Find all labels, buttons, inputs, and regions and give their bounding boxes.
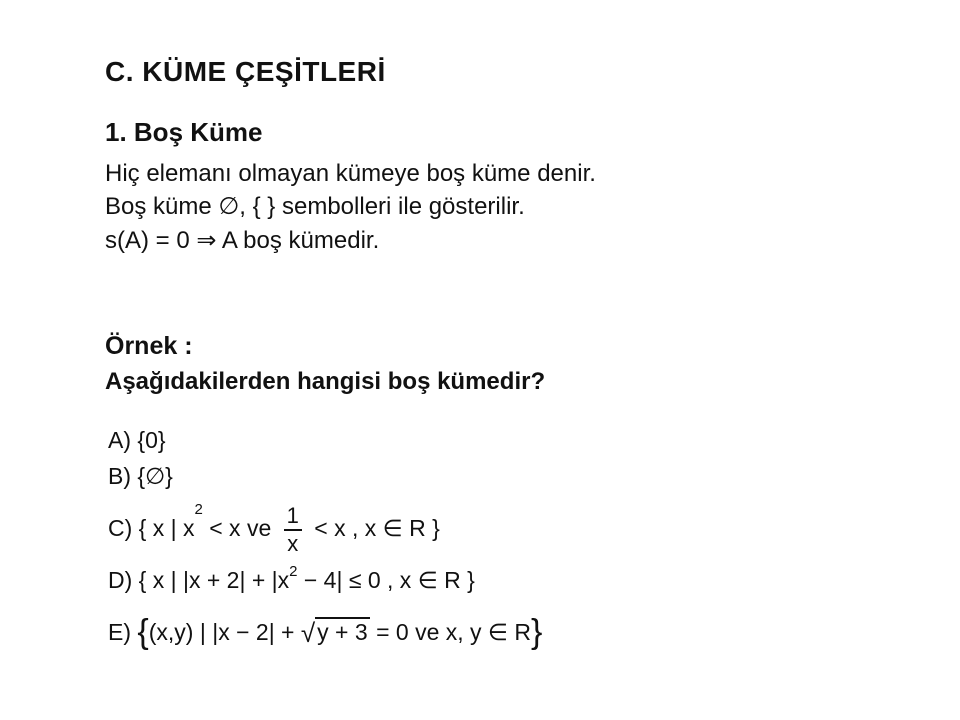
example-question: Aşağıdakilerden hangisi boş kümedir? xyxy=(105,368,546,395)
option-d-exponent: 2 xyxy=(289,563,298,580)
option-a: A) {0} xyxy=(108,427,166,453)
example-label: Örnek : xyxy=(105,332,193,360)
option-e-close-brace: } xyxy=(530,613,543,651)
definition-line-1: Hiç elemanı olmayan kümeye boş küme denir. xyxy=(105,160,596,187)
subsection-heading: 1. Boş Küme xyxy=(105,117,263,147)
option-c-fraction xyxy=(284,505,302,555)
section-heading: C. KÜME ÇEŞİTLERİ xyxy=(105,56,386,87)
option-e xyxy=(108,613,542,652)
option-d xyxy=(108,563,475,594)
option-e-open-brace: { xyxy=(137,613,149,651)
fraction-denominator: x xyxy=(287,531,299,556)
radical-sign: √ xyxy=(300,618,316,648)
definition-line-3: s(A) = 0 ⇒ A boş kümedir. xyxy=(105,227,380,254)
definition-line-2: Boş küme ∅, { } sembolleri ile gösterilir. xyxy=(105,193,525,220)
option-d-suffix: − 4| ≤ 0 , x ∈ R } xyxy=(297,567,475,593)
option-c-exponent: 2 xyxy=(194,501,203,518)
option-e-part1: (x,y) | |x − 2| + xyxy=(148,619,301,645)
option-e-part2: = 0 ve x, y ∈ R xyxy=(369,619,531,645)
fraction-numerator: 1 xyxy=(284,505,302,531)
option-c-suffix: < x , x ∈ R } xyxy=(307,515,440,542)
option-e-sqrt xyxy=(301,618,370,649)
option-c-prefix: C) { x | x xyxy=(108,515,195,542)
option-b: B) {∅} xyxy=(108,463,173,489)
radicand: y + 3 xyxy=(317,619,368,645)
option-e-prefix: E) xyxy=(108,619,138,645)
option-c-middle: < x ve xyxy=(202,515,278,542)
option-c xyxy=(108,501,440,556)
option-d-prefix: D) { x | |x + 2| + |x xyxy=(108,567,290,593)
